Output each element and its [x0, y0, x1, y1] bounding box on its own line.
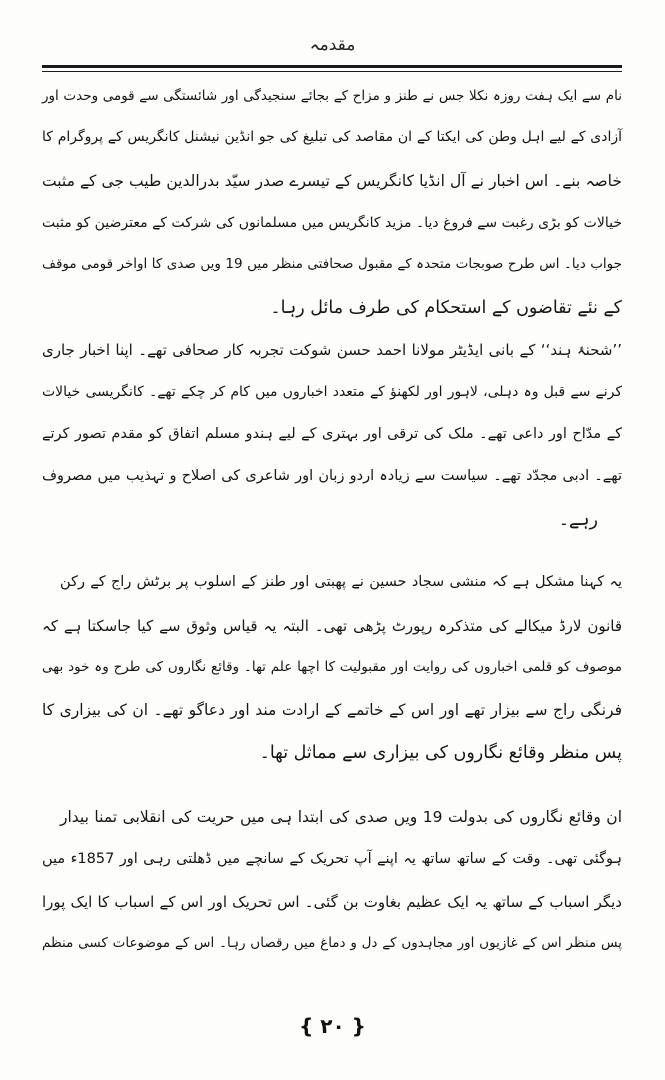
text-line: یہ کہنا مشکل ہے کہ منشی سجاد حسین نے پھبتی اور طنز کے اسلوب پر برٹش راج کے رکن: [60, 574, 622, 590]
text-line: تھے۔ ادبی مجدّد تھے۔ سیاست سے زیادہ اردو زبان اور شاعری کی اصلاح و تہذیب میں مصروف: [42, 468, 622, 484]
text-line: کے نئے تقاضوں کے استحکام کی طرف مائل رہا۔: [270, 298, 622, 318]
text-line: موصوف کو قلمی اخباروں کی روایت اور مقبولیت کا اچھا علم تھا۔ وقائع نگاروں کی طرح وہ خود بھی: [42, 659, 622, 675]
text-line: کرنے سے قبل وہ دہلی، لاہور اور لکھنؤ کے متعدد اخباروں میں کام کر چکے تھے۔ کانگریسی خیالات: [42, 384, 622, 400]
text-line: آزادی کے لیے اہل وطن کی ایکتا کے ان مقاصد کی تبلیغ کی جو انڈین نیشنل کانگریس کے پروگرام کا: [42, 129, 622, 145]
body-text: [42, 0, 622, 1080]
text-line: نام سے ایک ہفت روزہ نکلا جس نے طنز و مزاح کے بجائے سنجیدگی اور شائستگی سے قومی وحدت اور: [42, 88, 622, 104]
text-line: پس منظر اس کے غازیوں اور مجاہدوں کے دل و دماغ میں رقصاں رہا۔ اس کے موضوعات کسی منظم: [42, 935, 622, 951]
text-line: فرنگی راج سے بیزار تھے اور اس کے خاتمے کے ارادت مند اور دعاگو تھے۔ ان کی بیزاری کا: [42, 701, 622, 719]
text-line: پس منظر وقائع نگاروں کی بیزاری سے مماثل تھا۔: [259, 743, 622, 763]
text-line: ’’شحنۂ ہند‘‘ کے بانی ایڈیٹر مولانا احمد حسن شوکت تجربہ کار صحافی تھے۔ اپنا اخبار جاری: [42, 341, 622, 359]
text-line: کے مدّاح اور داعی تھے۔ ملک کی ترقی اور بہتری کے لیے ہندو مسلم اتفاق کو مقدم تصور کرتے: [42, 426, 622, 442]
text-line: خاصہ بنے۔ اس اخبار نے آل انڈیا کانگریس کے تیسرے صدر سیّد بدرالدین طیب جی کے مثبت: [42, 172, 622, 190]
text-line: خیالات کو بڑی رغبت سے فروغ دیا۔ مزید کانگریس میں مسلمانوں کی شرکت کے معترضین کو مثبت: [42, 215, 622, 231]
text-line: جواب دیا۔ اس طرح صوبجات متحدہ کے مقبول صحافتی منظر میں 19 ویں صدی کا اواخر قومی موقف: [42, 256, 622, 272]
text-line: دیگر اسباب کے ساتھ یہ ایک عظیم بغاوت بن گئی۔ اس تحریک اور اس کے اسباب کا ایک پورا: [42, 893, 622, 911]
text-line: رہے۔: [558, 510, 598, 530]
page-number: { ۲۰ }: [299, 1014, 366, 1038]
text-line: قانون لارڈ میکالے کی متذکرہ رپورٹ پڑھی تھی۔ البتہ یہ قیاس وثوق سے کیا جاسکتا ہے کہ: [42, 617, 622, 635]
text-line: ہوگئی تھی۔ وقت کے ساتھ ساتھ یہ اپنے آپ تحریک کے سانچے میں ڈھلتی رہی اور 1857ء میں: [42, 851, 623, 867]
text-line: ان وقائع نگاروں کی بدولت 19 ویں صدی کی ابتدا ہی میں حریت کی انقلابی تمنا بیدار: [60, 808, 622, 826]
page-title: مقدمہ: [309, 35, 356, 55]
